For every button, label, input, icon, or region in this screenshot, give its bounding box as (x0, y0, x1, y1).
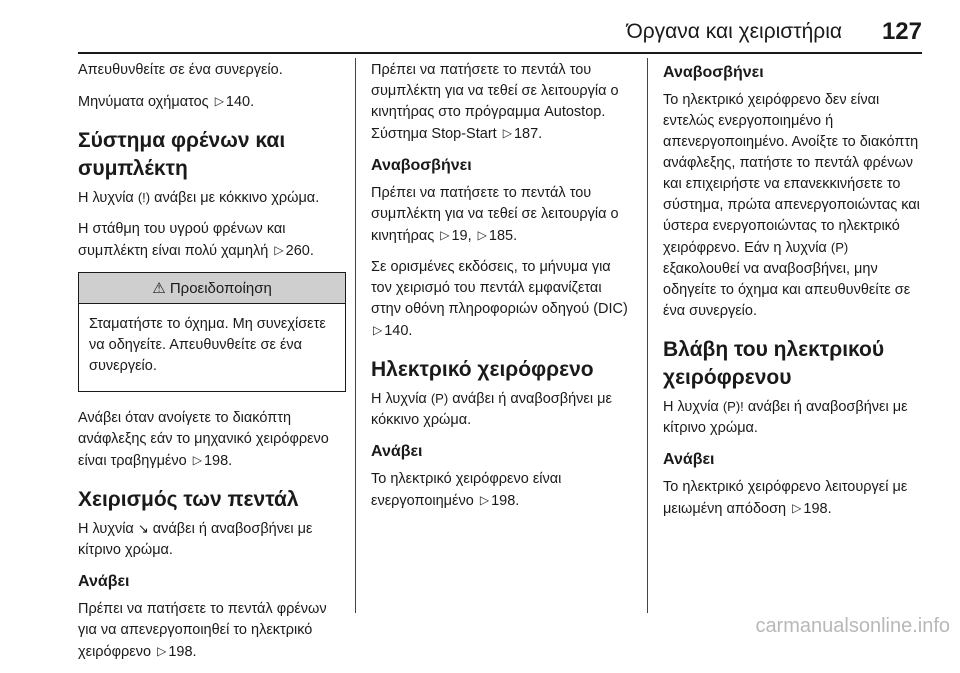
warning-text: Σταματήστε το όχημα. Μη συνεχίσετε να οδηγείτε. Απευθυνθείτε σε ένα συνεργείο. (89, 316, 326, 374)
pedal-icon: ↘ (137, 521, 149, 536)
page-ref-icon: ▷ (274, 243, 284, 257)
paragraph (663, 90, 927, 322)
section-heading: Σύστημα φρένων και συμπλέκτη (78, 129, 286, 180)
page-ref-number[interactable]: 187. (513, 126, 543, 142)
paragraph (78, 187, 346, 209)
column-3 (663, 60, 927, 530)
warning-body (79, 304, 345, 391)
paragraph-text: Η λυχνία (78, 521, 134, 537)
warning-header (79, 273, 345, 304)
paragraph-text: Η λυχνία (371, 391, 427, 407)
page-ref-icon: ▷ (192, 453, 202, 467)
parking-brake-icon: (P) (430, 391, 449, 406)
footer (0, 614, 960, 642)
page-ref-icon: ▷ (440, 228, 450, 242)
subsection-heading: Αναβοσβήνει (371, 157, 472, 174)
page-ref-icon: ▷ (373, 323, 383, 337)
column-divider (647, 58, 648, 613)
warning-title: Προειδοποίηση (169, 280, 272, 297)
parking-brake-fault-icon: (P)! (722, 399, 744, 414)
page-ref-icon: ▷ (479, 493, 490, 507)
paragraph (78, 408, 346, 472)
page-number: 127 (881, 18, 922, 45)
page-ref-number[interactable]: 260. (285, 243, 314, 259)
parking-brake-icon: (P) (830, 240, 849, 255)
paragraph-text: ανάβει με κόκκινο χρώμα. (154, 190, 320, 206)
column-1 (78, 60, 346, 673)
page-ref-number[interactable]: 198. (803, 501, 832, 517)
paragraph-text: Πρέπει να πατήσετε το πεντάλ του συμπλέκτη για να τεθεί σε λειτουργία ο κινητήρας (371, 185, 619, 244)
paragraph (78, 91, 346, 113)
paragraph-text: ανάβει ή αναβοσβήνει με κίτρινο χρώμα. (663, 399, 908, 436)
paragraph (371, 388, 633, 431)
paragraph-text: Το ηλεκτρικό χειρόφρενο δεν είναι εντελώς ενεργοποιημένο ή απενεργοποιημένο. Ανοίξτε το διακόπτη ανάφλεξης, πατήστε το πεντάλ φρένων και επιχειρήστε να επανεκκινήσετε το σύστημα, πρώτα απενεργοποιώντας και ύστερα ενεργοποιώντας το ηλεκτρικό χειρόφρενο. Εάν η λυχνία (663, 92, 920, 256)
paragraph: Απευθυνθείτε σε ένα συνεργείο. (78, 62, 283, 78)
paragraph (371, 60, 633, 145)
paragraph-text: Μηνύματα οχήματος (78, 94, 209, 110)
section-heading: Χειρισμός των πεντάλ (78, 488, 299, 511)
warning-box (78, 272, 346, 392)
page-ref-number[interactable]: 140. (384, 323, 413, 339)
column-2 (371, 60, 633, 522)
paragraph-text: Σε ορισμένες εκδόσεις, το μήνυμα για τον χειρισμό του πεντάλ εμφανίζεται στην οθόνη πληροφοριών οδηγού (DIC) (371, 259, 628, 317)
paragraph-text: εξακολουθεί να αναβοσβήνει, μην οδηγείτε το όχημα και απευθυνθείτε σε ένα συνεργείο. (663, 261, 911, 319)
paragraph (78, 518, 346, 561)
paragraph-text: Η λυχνία (78, 190, 134, 206)
column-divider (355, 58, 356, 613)
paragraph-text: ανάβει ή αναβοσβήνει με κόκκινο χρώμα. (371, 391, 612, 428)
page-ref-icon: ▷ (157, 644, 167, 658)
page-ref-icon: ▷ (502, 126, 512, 140)
page-ref-number[interactable]: 185. (488, 228, 518, 244)
page-title: Όργανα και χειριστήρια (626, 20, 842, 43)
header-rule (78, 52, 922, 54)
paragraph-text: Πρέπει να πατήσετε το πεντάλ φρένων για να απενεργοποιηθεί το ηλεκτρικό χειρόφρενο (78, 601, 327, 660)
paragraph (371, 257, 633, 342)
paragraph-text: Το ηλεκτρικό χειρόφρενο είναι ενεργοποιημένο (371, 471, 562, 509)
section-heading: Βλάβη του ηλεκτρικού χειρόφρενου (663, 338, 885, 389)
paragraph (371, 183, 633, 247)
page-ref-icon: ▷ (214, 94, 224, 108)
paragraph (663, 477, 927, 520)
paragraph-text: Το ηλεκτρικό χειρόφρενο λειτουργεί με μειωμένη απόδοση (663, 479, 908, 517)
page-ref-number[interactable]: 19, (451, 228, 472, 244)
brake-warning-icon: (!) (137, 190, 151, 205)
paragraph-text: ανάβει ή αναβοσβήνει με κίτρινο χρώμα. (78, 521, 313, 558)
subsection-heading: Αναβοσβήνει (663, 64, 764, 81)
paragraph (78, 219, 346, 262)
warning-triangle-icon: ⚠ (152, 280, 166, 297)
paragraph (663, 396, 927, 439)
paragraph (371, 469, 633, 512)
page-ref-number[interactable]: 198. (203, 453, 233, 469)
page-ref-number[interactable]: 140. (225, 94, 255, 110)
page-ref-number[interactable]: 198. (491, 493, 520, 509)
section-heading: Ηλεκτρικό χειρόφρενο (371, 358, 594, 381)
page-ref-number[interactable]: 198. (168, 644, 197, 660)
page-header (0, 0, 960, 52)
paragraph-text: Ανάβει όταν ανοίγετε το διακόπτη ανάφλεξης εάν το μηχανικό χειρόφρενο είναι τραβηγμένο (78, 410, 329, 469)
watermark: carmanualsonline.info (755, 615, 950, 637)
paragraph-text: Η στάθμη του υγρού φρένων και συμπλέκτη είναι πολύ χαμηλή (78, 221, 286, 259)
page-ref-icon: ▷ (792, 501, 802, 515)
paragraph-text: Η λυχνία (663, 399, 719, 415)
subsection-heading: Ανάβει (78, 573, 130, 590)
paragraph-text: Πρέπει να πατήσετε το πεντάλ του συμπλέκτη για να τεθεί σε λειτουργία ο κινητήρας στο πρόγραμμα Autostop. Σύστημα Stop-Start (371, 62, 619, 142)
subsection-heading: Ανάβει (663, 451, 715, 468)
subsection-heading: Ανάβει (371, 443, 423, 460)
page-ref-icon: ▷ (477, 228, 487, 242)
